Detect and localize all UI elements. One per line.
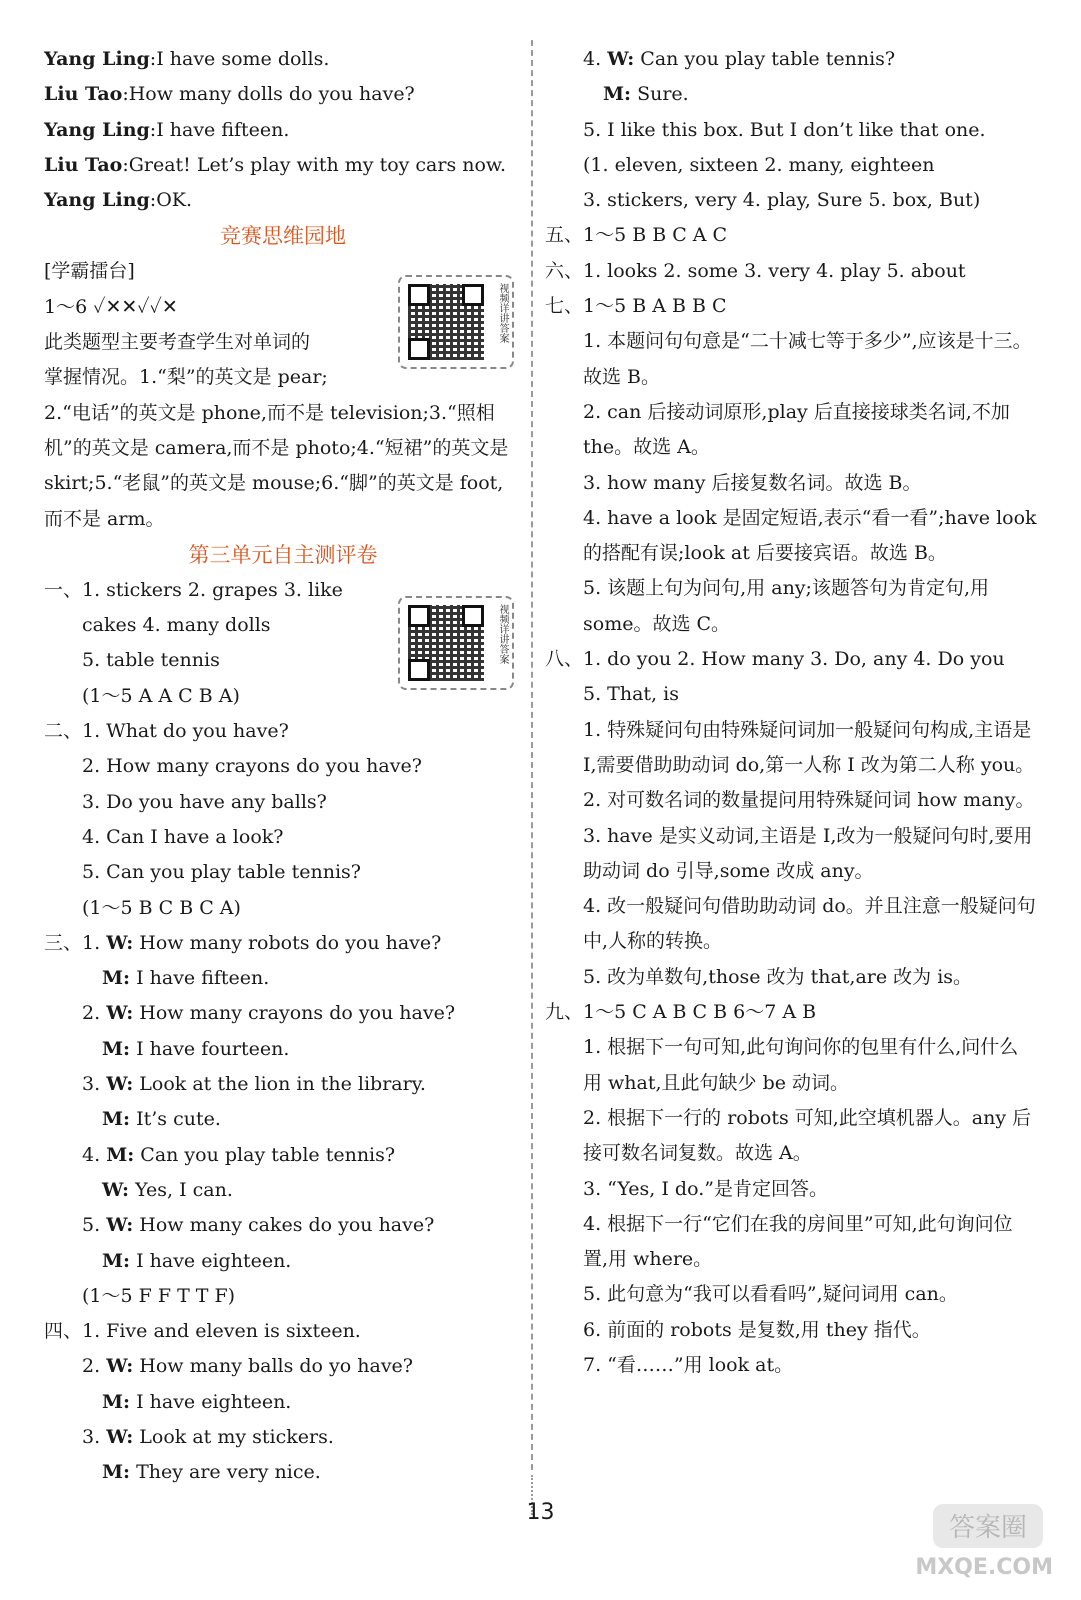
- dialogue-line: W: Yes, I can.: [102, 1178, 233, 1201]
- answer-line: 六、1. looks 2. some 3. very 4. play 5. about: [545, 259, 966, 282]
- svg-text:MXQE.COM: MXQE.COM: [915, 1555, 1053, 1580]
- dialogue-line: M: I have fourteen.: [102, 1037, 290, 1060]
- explanation-paragraph: 4. 改一般疑问句借助助动词 do。并且注意一般疑问句中,人称的转换。: [583, 895, 1036, 953]
- watermark-logo: [863, 1500, 1063, 1580]
- dialogue-line: Yang Ling:OK.: [44, 189, 193, 212]
- explanation-paragraph: 1. 特殊疑问句由特殊疑问词加一般疑问句构成,主语是 I,需要借助助动词 do,第一人称 I 改为第二人称 you。: [583, 718, 1035, 776]
- explanation-line: 掌握情况。1.“梨”的英文是 pear;: [44, 366, 328, 389]
- dialogue-line: Yang Ling:I have fifteen.: [44, 118, 290, 141]
- answer-line: 7. “看……”用 look at。: [583, 1353, 794, 1376]
- answer-line: 3. “Yes, I do.”是肯定回答。: [583, 1177, 828, 1200]
- explanation-paragraph: 4. 根据下一行“它们在我的房间里”可知,此句询问位置,用 where。: [583, 1212, 1013, 1271]
- answer-line: 四、1. Five and eleven is sixteen.: [44, 1320, 361, 1343]
- explanation-paragraph: 1. 根据下一句可知,此句询问你的包里有什么,问什么用 what,且此句缺少 be 动词。: [583, 1036, 1019, 1094]
- dialogue-line: M: I have eighteen.: [102, 1249, 292, 1272]
- answer-line: 八、1. do you 2. How many 3. Do, any 4. Do you: [545, 648, 1005, 671]
- answer-line: (1～5 F F T T F): [82, 1284, 236, 1307]
- dialogue-line: 2. W: How many balls do yo have?: [82, 1355, 413, 1378]
- dialogue-line: 4. W: Can you play table tennis?: [583, 48, 896, 70]
- explanation-paragraph: 2. 根据下一行的 robots 可知,此空填机器人。any 后接可数名词复数。故选 A。: [583, 1106, 1032, 1165]
- explanation-paragraph: 3. how many 后接复数名词。故选 B。: [583, 471, 922, 494]
- dialogue-line: M: I have eighteen.: [102, 1390, 292, 1413]
- answer-line: cakes 4. many dolls: [82, 614, 271, 637]
- answer-line: 七、1～5 B A B B C: [545, 295, 727, 318]
- svg-text:答案圈: 答案圈: [948, 1513, 1028, 1543]
- dialogue-line: Yang Ling:I have some dolls.: [44, 48, 330, 70]
- section-title-unit3: 第三单元自主测评卷: [188, 542, 378, 567]
- qr-code-icon: [398, 275, 514, 369]
- dialogue-line: Liu Tao:Great! Let’s play with my toy cars now.: [44, 153, 506, 176]
- answer-line: (1～5 A A C B A): [82, 684, 240, 707]
- qr-caption: 视频详讲答案: [497, 283, 508, 343]
- page-number: 13: [526, 1500, 555, 1525]
- explanation-paragraph: 5. 该题上句为问句,用 any;该题答句为肯定句,用 some。故选 C。: [583, 577, 989, 635]
- dialogue-line: 三、1. W: How many robots do you have?: [44, 931, 442, 954]
- marks-answers: 1～6 ✓✕✕✓✓✕: [44, 295, 178, 318]
- left-column: [44, 42, 522, 1491]
- explanation-paragraph: 4. have a look 是固定短语,表示“看一看”;have look 的搭配有误;look at 后要接宾语。故选 B。: [583, 506, 1037, 565]
- dialogue-line: 4. M: Can you play table tennis?: [82, 1143, 396, 1166]
- answer-line: 4. Can I have a look?: [82, 825, 284, 848]
- answer-line: 3. Do you have any balls?: [82, 790, 327, 813]
- xueba-label: [学霸擂台]: [44, 260, 135, 283]
- dialogue-line: M: Sure.: [603, 83, 689, 106]
- dialogue-line: M: It’s cute.: [102, 1108, 221, 1131]
- answer-line: 五、1～5 B B C A C: [545, 224, 728, 247]
- dialogue-line: Liu Tao:How many dolls do you have?: [44, 83, 415, 106]
- dialogue-line: 3. W: Look at my stickers.: [82, 1425, 334, 1448]
- explanation-paragraph: 3. have 是实义动词,主语是 I,改为一般疑问句时,要用助动词 do 引导,some 改成 any。: [583, 824, 1033, 882]
- dialogue-line: M: They are very nice.: [102, 1461, 321, 1484]
- dialogue-line: M: I have fifteen.: [102, 967, 270, 990]
- answer-line: (1. eleven, sixteen 2. many, eighteen: [583, 153, 935, 176]
- answer-line: 5. 此句意为“我可以看看吗”,疑问词用 can。: [583, 1283, 958, 1306]
- answer-line: 九、1～5 C A B C B 6～7 A B: [545, 1001, 817, 1024]
- answer-line: 5. 改为单数句,those 改为 that,are 改为 is。: [583, 965, 973, 988]
- dialogue-line: 2. W: How many crayons do you have?: [82, 1002, 456, 1025]
- explanation-line: 此类题型主要考查学生对单词的: [44, 331, 311, 354]
- explanation-paragraph: 2. 对可数名词的数量提问用特殊疑问词 how many。: [583, 789, 1035, 812]
- answer-line: (1～5 B C B C A): [82, 896, 241, 919]
- dialogue-line: 5. W: How many cakes do you have?: [82, 1214, 435, 1237]
- explanation-paragraph: 1. 本题问句句意是“二十减七等于多少”,应该是十三。故选 B。: [583, 330, 1032, 388]
- answer-line: 6. 前面的 robots 是复数,用 they 指代。: [583, 1318, 931, 1341]
- explanation-paragraph: 2.“电话”的英文是 phone,而不是 television;3.“照相机”的英文是 camera,而不是 photo;4.“短裙”的英文是 skirt;5.“老鼠”的英文是 mouse;6.“脚”的英文是 foot,而不是 arm。: [44, 401, 509, 530]
- answer-line: 5. That, is: [583, 683, 679, 706]
- column-divider: [531, 40, 533, 1470]
- explanation-paragraph: 2. can 后接动词原形,play 后直接接球类名词,不加 the。故选 A。: [583, 400, 1010, 459]
- right-column: [545, 42, 1037, 1383]
- qr-caption: 视频详讲答案: [497, 604, 508, 664]
- answer-line: 一、1. stickers 2. grapes 3. like: [44, 578, 343, 601]
- qr-code-icon: [398, 596, 514, 690]
- answer-line: 二、1. What do you have?: [44, 720, 289, 743]
- section-title-competition: 竞赛思维园地: [220, 224, 346, 249]
- answer-line: 5. table tennis: [82, 649, 220, 672]
- dialogue-line: 3. W: Look at the lion in the library.: [82, 1073, 426, 1096]
- answer-line: 3. stickers, very 4. play, Sure 5. box, But): [583, 189, 981, 212]
- answer-line: 2. How many crayons do you have?: [82, 755, 422, 778]
- answer-line: 5. I like this box. But I don’t like that one.: [583, 118, 986, 141]
- answer-line: 5. Can you play table tennis?: [82, 861, 361, 884]
